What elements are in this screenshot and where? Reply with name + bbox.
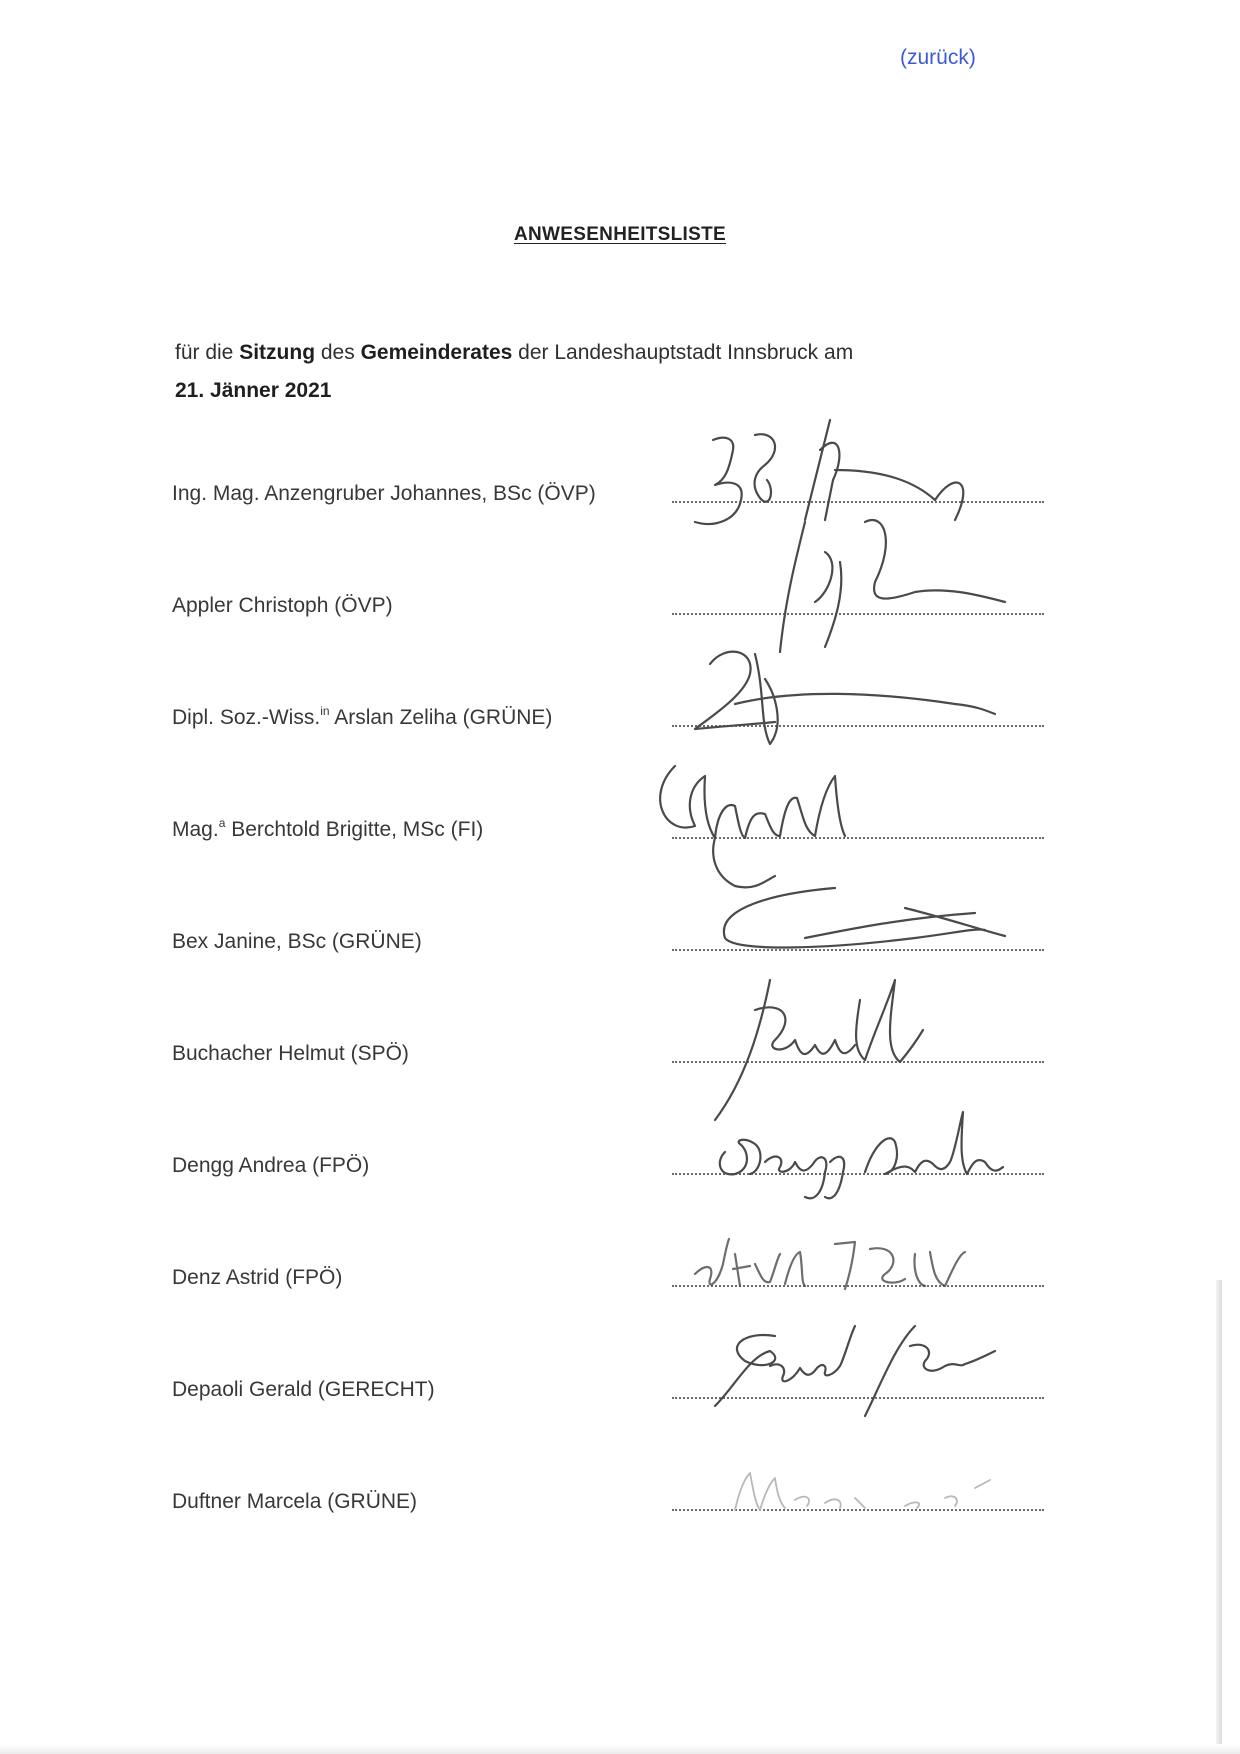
handwritten-signature bbox=[655, 970, 1075, 1100]
attendee-name: Mag.$^a$ Berchtold Brigitte, MSc (FI) bbox=[172, 816, 484, 841]
handwritten-signature bbox=[655, 858, 1075, 988]
attendee-name: Dipl. Soz.-Wiss.$^{in}$ Arslan Zeliha (GRÜNE) bbox=[172, 704, 553, 729]
document-title: ANWESENHEITSLISTE bbox=[513, 224, 726, 245]
attendee-name: Appler Christoph (ÖVP) bbox=[172, 594, 393, 617]
intro-part-3: der Landeshauptstadt Innsbruck am bbox=[512, 341, 854, 364]
attendee-name: Bex Janine, BSc (GRÜNE) bbox=[172, 930, 422, 953]
handwritten-signature bbox=[655, 746, 1075, 876]
attendee-name: Denz Astrid (FPÖ) bbox=[172, 1266, 343, 1289]
attendee-name: Buchacher Helmut (SPÖ) bbox=[172, 1042, 409, 1065]
intro-bold-gemeinderates: Gemeinderates bbox=[360, 341, 513, 364]
intro-part-2: des bbox=[315, 341, 361, 364]
handwritten-signature bbox=[655, 1306, 1075, 1436]
attendee-row bbox=[0, 1488, 1240, 1548]
attendee-name: Depaoli Gerald (GERECHT) bbox=[172, 1378, 435, 1401]
scan-edge-shadow bbox=[1216, 1280, 1222, 1750]
attendee-name: Ing. Mag. Anzengruber Johannes, BSc (ÖVP) bbox=[172, 482, 596, 505]
handwritten-signature bbox=[655, 522, 1075, 652]
intro-text bbox=[175, 334, 853, 410]
scan-bottom-shadow bbox=[0, 1744, 1240, 1754]
handwritten-signature bbox=[655, 1418, 1075, 1548]
handwritten-signature bbox=[655, 1082, 1075, 1212]
meeting-date: 21. Jänner 2021 bbox=[175, 379, 332, 402]
handwritten-signature bbox=[655, 1194, 1075, 1324]
attendee-name: Dengg Andrea (FPÖ) bbox=[172, 1154, 370, 1177]
intro-part-1: für die bbox=[175, 341, 240, 364]
back-link[interactable]: (zurück) bbox=[900, 46, 976, 69]
attendee-name: Duftner Marcela (GRÜNE) bbox=[172, 1490, 418, 1513]
handwritten-signature bbox=[655, 410, 1075, 540]
handwritten-signature bbox=[655, 634, 1075, 764]
intro-bold-sitzung: Sitzung bbox=[239, 341, 316, 364]
